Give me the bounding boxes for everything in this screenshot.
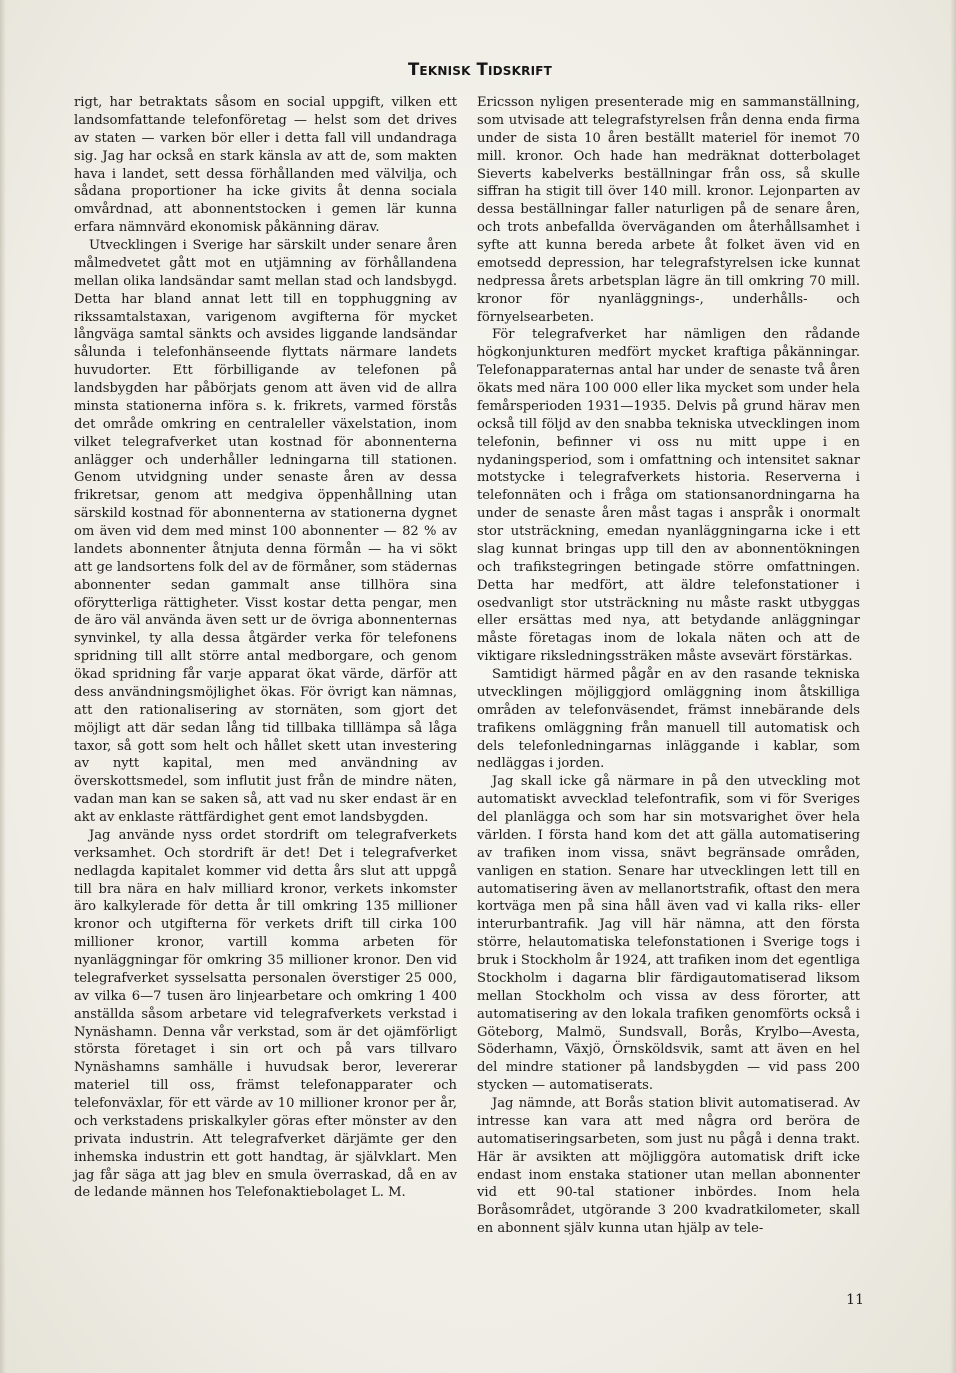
- paragraph: Ericsson nyligen presenterade mig en sammanställning, som utvisade att telegrafstyrelsen från denna enda firma under de sista 10 åren beställt materiel för inemot 70 mill. kronor. Och hade han medräknat dotterbolaget Sieverts kabelverks beställningar från oss, så skulle siffran ha stigit till över 140 mill. kronor. Lejonparten av dessa beställningar faller naturligen på de senare åren, och trots anbefallda överväganden om återhållsamhet i syfte att kunna bereda arbete åt folket även vid en emotsedd depression, har telegrafstyrelsen icke kunnat nedpressa årets arbetsplan lägre än till omkring 70 mill. kronor för nyanläggnings-, underhålls- och förnyelsearbeten.: [477, 95, 860, 325]
- paragraph: Samtidigt härmed pågår en av den rasande tekniska utvecklingen möjliggjord omläggning inom åtskilliga områden av telefonväsendet, främst innebärande dels trafikens omläggning från manuell till automatisk och dels telefonledningarnas inläggande i kablar, som nedläggas i jorden.: [477, 667, 860, 772]
- page-number: 11: [846, 1292, 864, 1308]
- paragraph: Jag skall icke gå närmare in på den utveckling mot automatiskt avvecklad telefontrafik, som vi för Sveriges del planlägga och som har sin motsvarighet över hela världen. I första hand kom det att gälla automatisering av trafiken inom vissa, snävt begränsade områden, vanligen en station. Senare har utvecklingen lett till en automatisering även av mellanortstrafik, oftast den mera kortväga men på sina håll även vad vi kalla riks- eller interurbantrafik. Jag vill här nämna, att den första större, helautomatiska telefonstationen i Sverige togs i bruk i Stockholm år 1924, att trafiken inom det egentliga Stockholm i dagarna blir färdigautomatiserad liksom mellan Stockholm och vissa av dess förorter, att automatisering av den lokala trafiken genomförts också i Göteborg, Malmö, Sundsvall, Borås, Krylbo—Avesta, Söderhamn, Växjö, Örnsköldsvik, samt att även en hel del mindre stationer på landsbygden — vid pass 200 stycken — automatiserats.: [477, 774, 860, 1094]
- paragraph: Jag nämnde, att Borås station blivit automatiserad. Av intresse kan vara att med några ord beröra de automatiseringsarbeten, som just nu pågå i denna trakt. Här är avsikten att möjliggöra automatisk drift icke endast inom enstaka stationer utan mellan abonnenter vid ett 90-tal stationer inbördes. Inom hela Boråsområdet, utgörande 3 200 kvadratkilometer, skall en abonnent själv kunna utan hjälp av tele-: [477, 1096, 860, 1237]
- paragraph: Utvecklingen i Sverige har särskilt under senare åren målmedvetet gått mot en utjämning av förhållandena mellan olika landsändar samt mellan stad och landsbygd. Detta har bland annat lett till en topphuggning av rikssamtalstaxan, varigenom avgifterna för mycket långväga samtal sänkts och avsides liggande landsändar sålunda i telefonhänseende flyttats närmare landets huvudorter. Ett förbilligande av telefonen på landsbygden har påbörjats genom att även vid de allra minsta stationerna införa s. k. frikrets, varmed förstås det område omkring en centraleller växelstation, inom vilket telegrafverket utan kostnad för abonnenterna anlägger och underhåller ledningarna till stationen. Genom utvidgning under senaste åren av dessa frikretsar, genom att medgiva öppenhållning utan särskild kostnad för abonnenterna av stationerna dygnet om även vid dem med minst 100 abonnenter — 82 % av landets abonnenter åtnjuta denna förmån — ha vi sökt att ge landsortens folk del av de förmåner, som städernas abonnenter sedan gammalt anse tillhöra sina oförytterliga rättigheter. Visst kostar detta pengar, men de äro väl använda även sett ur de övriga abonnenternas synvinkel, ty alla dessa åtgärder verka för telefonens spridning till allt större antal medborgare, och genom ökad spridning får varje apparat ökat värde, därför att dess användningsmöjlighet ökas. För övrigt kan nämnas, att den rationalisering av stornäten, som gjort det möjligt att där sedan lång tid tillbaka tilllämpa så låga taxor, så gott som helt och hållet skett utan investering av nytt kapital, men med användning av överskottsmedel, som influtit just från de mindre näten, vadan man kan se saken så, att vad nu sker endast är en akt av enklaste rättfärdighet gent emot landsbygden.: [74, 238, 457, 825]
- paragraph: rigt, har betraktats såsom en social uppgift, vilken ett landsomfattande telefonföretag — helst som det drives av staten — varken bör eller i detta fall vill undandraga sig. Jag har också en stark känsla av att de, som makten hava i landet, sett dessa förhållanden med välvilja, och sådana proportioner ha icke givits åt denna sociala omvårdnad, att abonnentstocken i gemen lär kunna erfara nämnvärd ekonomisk påkänning därav.: [74, 95, 457, 236]
- page-edge-right: [950, 0, 956, 1373]
- left-column: [74, 94, 457, 1202]
- running-header: Teknisk Tidskrift: [407, 60, 553, 79]
- page-edge-left: [0, 0, 6, 1373]
- paragraph: Jag använde nyss ordet stordrift om telegrafverkets verksamhet. Och stordrift är det! Det i telegrafverket nedlagda kapitalet kommer vid detta års slut att uppgå till bra nära en halv milliard kronor, verkets inkomster äro kalkylerade för detta år till omkring 135 millioner kronor och utgifterna för verkets drift till cirka 100 millioner kronor, vartill komma arbeten för nyanläggningar för omkring 35 millioner kronor. Den vid telegrafverket sysselsatta personalen överstiger 25 000, av vilka 6—7 tusen äro linjearbetare och omkring 1 400 anställda såsom arbetare vid telegrafverkets verkstad i Nynäshamn. Denna vår verkstad, som är det ojämförligt största företaget i sin ort och på vars tillvaro Nynäshamns samhälle i huvudsak beror, levererar materiel till oss, främst telefonapparater och telefonväxlar, för ett värde av 10 millioner kronor per år, och verkstadens priskalkyler göras efter mönster av den privata industrin. Att telegrafverket därjämte ger den inhemska industrin ett gott handtag, är självklart. Men jag får säga att jag blev en smula överraskad, då en av de ledande männen hos Telefonaktiebolaget L. M.: [74, 827, 457, 1201]
- right-column: [477, 94, 860, 1238]
- paragraph: För telegrafverket har nämligen den rådande högkonjunkturen medfört mycket kraftiga påkänningar. Telefonapparaternas antal har under de senaste två åren ökats med nära 100 000 eller lika mycket som under hela femårsperioden 1931—1935. Delvis på grund härav men också till följd av den snabba tekniska utvecklingen inom telefonin, befinner vi oss nu mitt uppe i en nydaningsperiod, som i omfattning och intensitet saknar motstycke i telegrafverkets historia. Reserverna i telefonnäten och i fråga om stationsanordningarna ha under de senaste åren måst tagas i anspråk i onormalt stor utsträckning, emedan nyanläggningarna icke i ett slag kunnat bringas upp till den av abonnentökningen och trafikstegringen betingade större omfattningen. Detta har medfört, att äldre telefonstationer i osedvanligt stor utsträckning nu måste raskt utbyggas eller ersättas med nya, att betydande anläggningar måste företagas inom de lokala näten och att de viktigare riksledningssträken måste avsevärt förstärkas.: [477, 327, 860, 665]
